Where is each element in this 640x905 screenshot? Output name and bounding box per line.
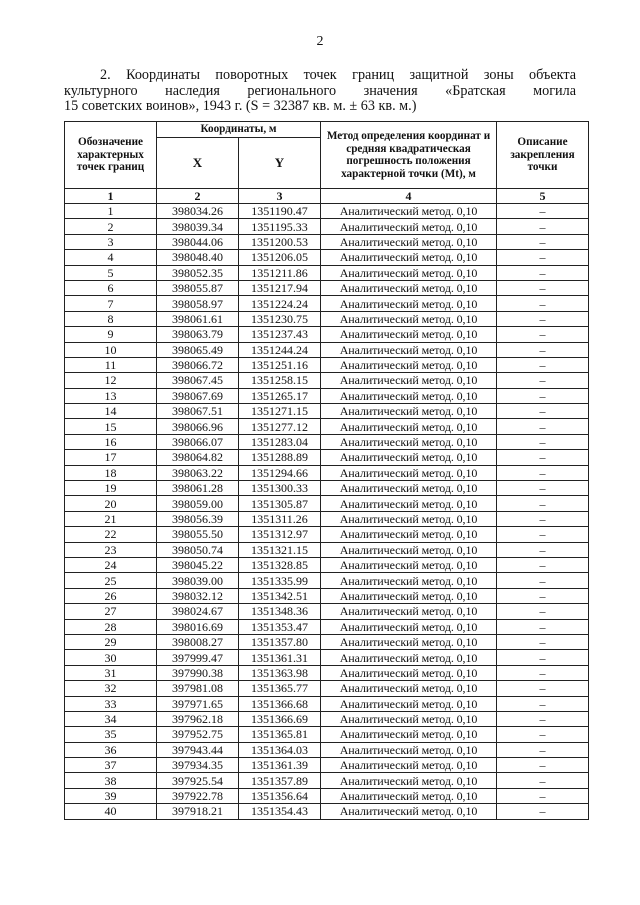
description-cell: – [497, 557, 589, 572]
point-id-cell: 16 [65, 434, 157, 449]
method-cell: Аналитический метод. 0,10 [321, 665, 497, 680]
method-cell: Аналитический метод. 0,10 [321, 280, 497, 295]
point-id-cell: 17 [65, 450, 157, 465]
table-row [65, 327, 589, 342]
y-coordinate-cell: 1351283.04 [239, 434, 321, 449]
x-coordinate-cell: 397922.78 [157, 788, 239, 803]
y-coordinate-cell: 1351265.17 [239, 388, 321, 403]
y-coordinate-cell: 1351361.39 [239, 758, 321, 773]
table-row [65, 342, 589, 357]
method-cell: Аналитический метод. 0,10 [321, 681, 497, 696]
header-point-designation: Обозначение характерных точек границ [65, 122, 157, 189]
table-row [65, 711, 589, 726]
method-cell: Аналитический метод. 0,10 [321, 804, 497, 819]
point-id-cell: 7 [65, 296, 157, 311]
y-coordinate-cell: 1351288.89 [239, 450, 321, 465]
point-id-cell: 36 [65, 742, 157, 757]
x-coordinate-cell: 397934.35 [157, 758, 239, 773]
x-coordinate-cell: 398048.40 [157, 250, 239, 265]
description-cell: – [497, 450, 589, 465]
page-number: 2 [316, 34, 324, 49]
description-cell: – [497, 342, 589, 357]
point-id-cell: 13 [65, 388, 157, 403]
column-number: 2 [157, 189, 239, 204]
y-coordinate-cell: 1351237.43 [239, 327, 321, 342]
description-cell: – [497, 542, 589, 557]
method-cell: Аналитический метод. 0,10 [321, 727, 497, 742]
method-cell: Аналитический метод. 0,10 [321, 588, 497, 603]
x-coordinate-cell: 397999.47 [157, 650, 239, 665]
table-row [65, 465, 589, 480]
y-coordinate-cell: 1351335.99 [239, 573, 321, 588]
point-id-cell: 26 [65, 588, 157, 603]
description-cell: – [497, 327, 589, 342]
x-coordinate-cell: 398065.49 [157, 342, 239, 357]
y-coordinate-cell: 1351342.51 [239, 588, 321, 603]
y-coordinate-cell: 1351312.97 [239, 527, 321, 542]
point-id-cell: 32 [65, 681, 157, 696]
point-id-cell: 37 [65, 758, 157, 773]
description-cell: – [497, 219, 589, 234]
description-cell: – [497, 711, 589, 726]
x-coordinate-cell: 398067.51 [157, 404, 239, 419]
x-coordinate-cell: 398063.22 [157, 465, 239, 480]
x-coordinate-cell: 398059.00 [157, 496, 239, 511]
description-cell: – [497, 634, 589, 649]
section-heading [64, 68, 576, 115]
method-cell: Аналитический метод. 0,10 [321, 465, 497, 480]
point-id-cell: 23 [65, 542, 157, 557]
column-number: 4 [321, 189, 497, 204]
table-row [65, 265, 589, 280]
point-id-cell: 15 [65, 419, 157, 434]
table-row [65, 357, 589, 372]
x-coordinate-cell: 398050.74 [157, 542, 239, 557]
y-coordinate-cell: 1351361.31 [239, 650, 321, 665]
point-id-cell: 1 [65, 204, 157, 219]
method-cell: Аналитический метод. 0,10 [321, 342, 497, 357]
x-coordinate-cell: 398024.67 [157, 604, 239, 619]
method-cell: Аналитический метод. 0,10 [321, 250, 497, 265]
header-method-text: Метод определения координат и средняя квадратическая погрешность положения характерной точки (Mt), м [326, 130, 491, 180]
point-id-cell: 20 [65, 496, 157, 511]
x-coordinate-cell: 398034.26 [157, 204, 239, 219]
table-row [65, 758, 589, 773]
heading-line-3: 15 советских воинов», 1943 г. (S = 32387 кв. м. ± 63 кв. м.) [64, 98, 417, 114]
description-cell: – [497, 619, 589, 634]
table-row [65, 588, 589, 603]
method-cell: Аналитический метод. 0,10 [321, 711, 497, 726]
description-cell: – [497, 727, 589, 742]
x-coordinate-cell: 398039.00 [157, 573, 239, 588]
method-cell: Аналитический метод. 0,10 [321, 634, 497, 649]
description-cell: – [497, 357, 589, 372]
y-coordinate-cell: 1351365.81 [239, 727, 321, 742]
table-row [65, 404, 589, 419]
y-coordinate-cell: 1351305.87 [239, 496, 321, 511]
header-y: Y [239, 138, 321, 189]
method-cell: Аналитический метод. 0,10 [321, 758, 497, 773]
table-row [65, 388, 589, 403]
table-row [65, 311, 589, 326]
point-id-cell: 24 [65, 557, 157, 572]
heading-line-2: культурного наследия регионального значения «Братская могила [64, 82, 576, 99]
table-row [65, 665, 589, 680]
method-cell: Аналитический метод. 0,10 [321, 311, 497, 326]
coordinates-table [64, 121, 589, 820]
x-coordinate-cell: 397971.65 [157, 696, 239, 711]
description-cell: – [497, 681, 589, 696]
point-id-cell: 2 [65, 219, 157, 234]
method-cell: Аналитический метод. 0,10 [321, 557, 497, 572]
table-row [65, 804, 589, 819]
y-coordinate-cell: 1351363.98 [239, 665, 321, 680]
method-cell: Аналитический метод. 0,10 [321, 788, 497, 803]
y-coordinate-cell: 1351211.86 [239, 265, 321, 280]
point-id-cell: 4 [65, 250, 157, 265]
description-cell: – [497, 419, 589, 434]
point-id-cell: 40 [65, 804, 157, 819]
description-cell: – [497, 758, 589, 773]
table-row [65, 496, 589, 511]
method-cell: Аналитический метод. 0,10 [321, 481, 497, 496]
description-cell: – [497, 434, 589, 449]
description-cell: – [497, 604, 589, 619]
description-cell: – [497, 788, 589, 803]
table-row [65, 296, 589, 311]
point-id-cell: 35 [65, 727, 157, 742]
table-row [65, 511, 589, 526]
point-id-cell: 38 [65, 773, 157, 788]
method-cell: Аналитический метод. 0,10 [321, 619, 497, 634]
y-coordinate-cell: 1351217.94 [239, 280, 321, 295]
point-id-cell: 29 [65, 634, 157, 649]
method-cell: Аналитический метод. 0,10 [321, 388, 497, 403]
point-id-cell: 19 [65, 481, 157, 496]
table-row [65, 788, 589, 803]
description-cell: – [497, 696, 589, 711]
x-coordinate-cell: 398066.07 [157, 434, 239, 449]
description-cell: – [497, 527, 589, 542]
method-cell: Аналитический метод. 0,10 [321, 296, 497, 311]
table-row [65, 681, 589, 696]
point-id-cell: 28 [65, 619, 157, 634]
table-row [65, 419, 589, 434]
y-coordinate-cell: 1351271.15 [239, 404, 321, 419]
y-coordinate-cell: 1351200.53 [239, 234, 321, 249]
table-body [65, 204, 589, 820]
point-id-cell: 18 [65, 465, 157, 480]
method-cell: Аналитический метод. 0,10 [321, 234, 497, 249]
x-coordinate-cell: 398066.72 [157, 357, 239, 372]
description-cell: – [497, 311, 589, 326]
x-coordinate-cell: 398044.06 [157, 234, 239, 249]
y-coordinate-cell: 1351348.36 [239, 604, 321, 619]
description-cell: – [497, 388, 589, 403]
point-id-cell: 34 [65, 711, 157, 726]
x-coordinate-cell: 397918.21 [157, 804, 239, 819]
point-id-cell: 9 [65, 327, 157, 342]
method-cell: Аналитический метод. 0,10 [321, 496, 497, 511]
description-cell: – [497, 511, 589, 526]
y-coordinate-cell: 1351300.33 [239, 481, 321, 496]
table-row [65, 542, 589, 557]
point-id-cell: 30 [65, 650, 157, 665]
method-cell: Аналитический метод. 0,10 [321, 527, 497, 542]
description-cell: – [497, 373, 589, 388]
method-cell: Аналитический метод. 0,10 [321, 573, 497, 588]
table-row [65, 280, 589, 295]
table-row [65, 619, 589, 634]
point-id-cell: 22 [65, 527, 157, 542]
x-coordinate-cell: 398063.79 [157, 327, 239, 342]
table-row [65, 727, 589, 742]
x-coordinate-cell: 398008.27 [157, 634, 239, 649]
description-cell: – [497, 296, 589, 311]
x-coordinate-cell: 398016.69 [157, 619, 239, 634]
table-row [65, 373, 589, 388]
description-cell: – [497, 465, 589, 480]
x-coordinate-cell: 398067.45 [157, 373, 239, 388]
table-row [65, 234, 589, 249]
x-coordinate-cell: 398066.96 [157, 419, 239, 434]
description-cell: – [497, 773, 589, 788]
description-cell: – [497, 204, 589, 219]
x-coordinate-cell: 398061.61 [157, 311, 239, 326]
y-coordinate-cell: 1351206.05 [239, 250, 321, 265]
description-cell: – [497, 742, 589, 757]
x-coordinate-cell: 398055.50 [157, 527, 239, 542]
x-coordinate-cell: 398056.39 [157, 511, 239, 526]
y-coordinate-cell: 1351357.89 [239, 773, 321, 788]
table-row [65, 204, 589, 219]
method-cell: Аналитический метод. 0,10 [321, 204, 497, 219]
table-row [65, 634, 589, 649]
header-coordinates: Координаты, м [157, 122, 321, 138]
table-row [65, 527, 589, 542]
point-id-cell: 11 [65, 357, 157, 372]
x-coordinate-cell: 397981.08 [157, 681, 239, 696]
y-coordinate-cell: 1351258.15 [239, 373, 321, 388]
y-coordinate-cell: 1351356.64 [239, 788, 321, 803]
y-coordinate-cell: 1351364.03 [239, 742, 321, 757]
method-cell: Аналитический метод. 0,10 [321, 265, 497, 280]
table-row [65, 450, 589, 465]
method-cell: Аналитический метод. 0,10 [321, 742, 497, 757]
y-coordinate-cell: 1351195.33 [239, 219, 321, 234]
x-coordinate-cell: 397925.54 [157, 773, 239, 788]
method-cell: Аналитический метод. 0,10 [321, 434, 497, 449]
point-id-cell: 6 [65, 280, 157, 295]
point-id-cell: 31 [65, 665, 157, 680]
method-cell: Аналитический метод. 0,10 [321, 604, 497, 619]
heading-line-1: 2. Координаты поворотных точек границ защитной зоны объекта [100, 67, 576, 83]
method-cell: Аналитический метод. 0,10 [321, 696, 497, 711]
table-row [65, 250, 589, 265]
x-coordinate-cell: 398061.28 [157, 481, 239, 496]
y-coordinate-cell: 1351244.24 [239, 342, 321, 357]
point-id-cell: 12 [65, 373, 157, 388]
method-cell: Аналитический метод. 0,10 [321, 373, 497, 388]
description-cell: – [497, 404, 589, 419]
y-coordinate-cell: 1351357.80 [239, 634, 321, 649]
column-number: 3 [239, 189, 321, 204]
point-id-cell: 25 [65, 573, 157, 588]
x-coordinate-cell: 398067.69 [157, 388, 239, 403]
x-coordinate-cell: 398052.35 [157, 265, 239, 280]
x-coordinate-cell: 398039.34 [157, 219, 239, 234]
method-cell: Аналитический метод. 0,10 [321, 773, 497, 788]
table-row [65, 557, 589, 572]
table-row [65, 773, 589, 788]
column-number: 5 [497, 189, 589, 204]
description-cell: – [497, 496, 589, 511]
header-x: X [157, 138, 239, 189]
point-id-cell: 27 [65, 604, 157, 619]
x-coordinate-cell: 398064.82 [157, 450, 239, 465]
point-id-cell: 8 [65, 311, 157, 326]
table-row [65, 481, 589, 496]
y-coordinate-cell: 1351311.26 [239, 511, 321, 526]
method-cell: Аналитический метод. 0,10 [321, 404, 497, 419]
y-coordinate-cell: 1351321.15 [239, 542, 321, 557]
method-cell: Аналитический метод. 0,10 [321, 327, 497, 342]
point-id-cell: 3 [65, 234, 157, 249]
x-coordinate-cell: 397943.44 [157, 742, 239, 757]
y-coordinate-cell: 1351190.47 [239, 204, 321, 219]
y-coordinate-cell: 1351366.68 [239, 696, 321, 711]
header-description: Описание закрепления точки [497, 122, 589, 189]
description-cell: – [497, 265, 589, 280]
description-cell: – [497, 234, 589, 249]
point-id-cell: 21 [65, 511, 157, 526]
x-coordinate-cell: 398032.12 [157, 588, 239, 603]
description-cell: – [497, 481, 589, 496]
table-row [65, 434, 589, 449]
method-cell: Аналитический метод. 0,10 [321, 450, 497, 465]
x-coordinate-cell: 398045.22 [157, 557, 239, 572]
table-row [65, 742, 589, 757]
point-id-cell: 10 [65, 342, 157, 357]
column-number: 1 [65, 189, 157, 204]
description-cell: – [497, 280, 589, 295]
y-coordinate-cell: 1351328.85 [239, 557, 321, 572]
x-coordinate-cell: 398055.87 [157, 280, 239, 295]
y-coordinate-cell: 1351230.75 [239, 311, 321, 326]
header-method [321, 122, 497, 189]
x-coordinate-cell: 397990.38 [157, 665, 239, 680]
method-cell: Аналитический метод. 0,10 [321, 542, 497, 557]
method-cell: Аналитический метод. 0,10 [321, 511, 497, 526]
description-cell: – [497, 588, 589, 603]
table-row [65, 604, 589, 619]
table-row [65, 696, 589, 711]
y-coordinate-cell: 1351353.47 [239, 619, 321, 634]
method-cell: Аналитический метод. 0,10 [321, 219, 497, 234]
description-cell: – [497, 250, 589, 265]
y-coordinate-cell: 1351354.43 [239, 804, 321, 819]
method-cell: Аналитический метод. 0,10 [321, 419, 497, 434]
y-coordinate-cell: 1351251.16 [239, 357, 321, 372]
point-id-cell: 33 [65, 696, 157, 711]
point-id-cell: 14 [65, 404, 157, 419]
table-row [65, 219, 589, 234]
method-cell: Аналитический метод. 0,10 [321, 357, 497, 372]
point-id-cell: 39 [65, 788, 157, 803]
x-coordinate-cell: 398058.97 [157, 296, 239, 311]
y-coordinate-cell: 1351294.66 [239, 465, 321, 480]
description-cell: – [497, 804, 589, 819]
y-coordinate-cell: 1351365.77 [239, 681, 321, 696]
y-coordinate-cell: 1351366.69 [239, 711, 321, 726]
description-cell: – [497, 573, 589, 588]
point-id-cell: 5 [65, 265, 157, 280]
y-coordinate-cell: 1351277.12 [239, 419, 321, 434]
y-coordinate-cell: 1351224.24 [239, 296, 321, 311]
description-cell: – [497, 650, 589, 665]
description-cell: – [497, 665, 589, 680]
x-coordinate-cell: 397962.18 [157, 711, 239, 726]
table-row [65, 650, 589, 665]
method-cell: Аналитический метод. 0,10 [321, 650, 497, 665]
x-coordinate-cell: 397952.75 [157, 727, 239, 742]
table-row [65, 573, 589, 588]
